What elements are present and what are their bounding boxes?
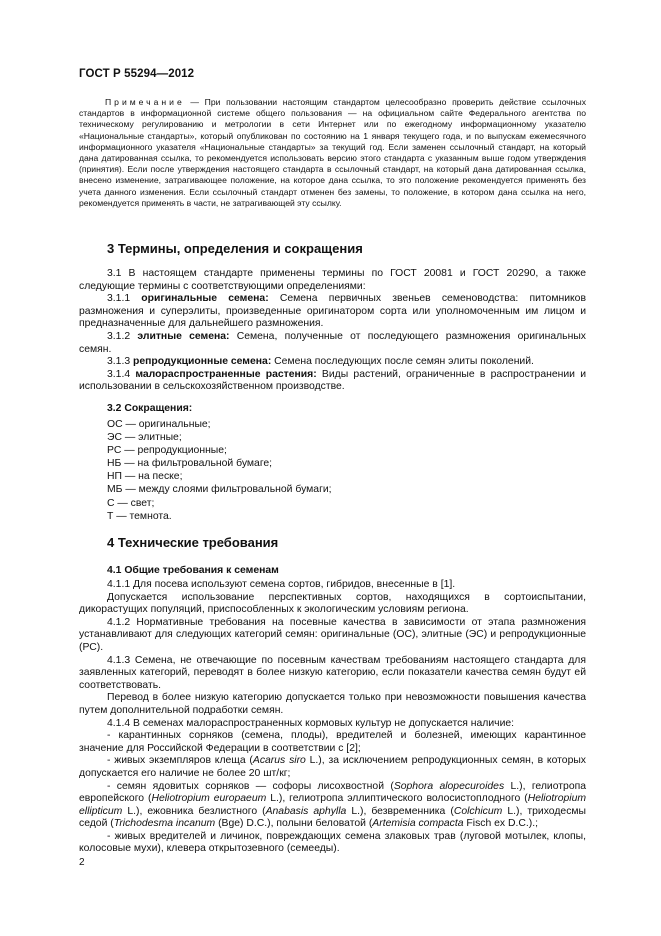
paragraph-4-1-2: 4.1.2 Нормативные требования на посевные качества в зависимости от этапа размножения устанавливают для следующих категорий семян: оригинальные (ОС), элитные (ЭС) и репродукционные (РС).: [79, 616, 586, 653]
abbreviation-item: ОС — оригинальные;: [107, 419, 211, 430]
list-item-quarantine: - карантинных сорняков (семена, плоды), вредителей и болезней, имеющих карантинное значение для Российской Федерации в соответствии с [2];: [79, 730, 586, 754]
note-text: При пользовании настоящим стандартом целесообразно проверить действие ссылочных стандартов в информационной системе общего пользования — на официальном сайте Федерального агентства по техническому регулированию и метрологии в сети Интернет или по ежегодному информационному указателю «Национальные стандарты», который опубликован по состоянию на 1 января текущего года, и по выпускам ежемесячного информационного указателя «Национальные стандарты» за текущий год. Если заменен ссылочный стандарт, на который дана датированная ссылка, то рекомендуется использовать версию этого стандарта с указанным выше годом утверждения (принятия). Если после утверждения настоящего стандарта в ссылочный стандарт, на который дана датированная ссылка, внесено изменение, затрагивающее положение, на которое дана ссылка, то это положение рекомендуется применять без учета данного изменения. Если ссылочный стандарт отменен без замены, то положение, в котором дана ссылка на него, рекомендуется применять в части, не затрагивающей эту ссылку.: [79, 97, 586, 208]
section-4-heading: 4 Технические требования: [107, 535, 279, 550]
paragraph-3-1: 3.1 В настоящем стандарте применены термины по ГОСТ 20081 и ГОСТ 20290, а также следующие термины с соответствующими определениями:: [79, 268, 586, 292]
paragraph-4-1-4: 4.1.4 В семенах малораспространенных кормовых культур не допускается наличие:: [107, 717, 515, 729]
abbreviation-item: Т — темнота.: [107, 510, 172, 522]
term-3-1-2: 3.1.2 элитные семена: Семена, полученные от последующего размножения оригинальных семян.: [79, 330, 586, 355]
abbreviation-item: НП — на песке;: [107, 471, 183, 483]
note-label: Примечание: [105, 97, 185, 107]
abbreviation-item: НБ — на фильтровальной бумаге;: [107, 458, 273, 470]
term-3-1-3: 3.1.3 репродукционные семена: Семена последующих после семян элиты поколений.: [107, 356, 534, 368]
term-3-1-1: 3.1.1 оригинальные семена: Семена первичных звеньев семеноводства: питомников размножения и суперэлиты, произведенные оригинатором сорта или уполномоченным им лицом и предназначенные для дальнейшего размножения.: [79, 293, 586, 330]
section-4-body: [79, 579, 586, 856]
abbreviations-heading: 3.2 Сокращения:: [107, 403, 193, 414]
paragraph-4-1-1: 4.1.1 Для посева используют семена сортов, гибридов, внесенные в [1].: [107, 579, 456, 590]
note-paragraph: Примечание — При пользовании настоящим стандартом целесообразно проверить действие ссылочных стандартов в информационной системе общего пользования — на официальном сайте Федерального агентства по техническому регулированию и метрологии в сети Интернет или по ежегодному информационному указателю «Национальные стандарты», который опубликован по состоянию на 1 января текущего года, и по выпускам ежемесячного информационного указателя «Национальные стандарты» за текущий год. Если заменен ссылочный стандарт, на который дана датированная ссылка, то рекомендуется использовать версию этого стандарта с указанным выше годом утверждения (принятия). Если после утверждения настоящего стандарта в ссылочный стандарт, на который дана датированная ссылка, внесено изменение, затрагивающее положение, на которое дана ссылка, то это положение рекомендуется применять без учета данного изменения. Если ссылочный стандарт отменен без замены, то положение, в котором дана ссылка на него, рекомендуется применять в части, не затрагивающей эту ссылку.: [79, 97, 586, 208]
list-item-pests: - живых вредителей и личинок, повреждающих семена злаковых трав (луговой мотылек, клопы, колосовые мухи), клевера открытозевного (семееды).: [79, 830, 586, 855]
list-item-poisonous-weeds: - семян ядовитых сорняков — софоры лисохвостной (Sophora alopecuroides L.), гелиотропа европейского (Heliotropium europaeum L.), гелиотропа эллиптического волосистоплодного (Heliotropium ellipticum L.), ежовника безлистного (Anabasis aphylla L.), безвременника (Colchicum L.), триходесмы седой (Trichodesma incanum (Bge) D.C.), полыни беловатой (Artemisia compacta Fisch ex D.C.).;: [79, 780, 587, 830]
section-3-body: [79, 268, 586, 394]
paragraph-allowed: Допускается использование перспективных сортов, находящихся в сортоиспытании, дикорастущих популяций, приспособленных к экологическим условиям региона.: [79, 591, 586, 616]
abbreviations-list: [107, 418, 332, 523]
document-id: ГОСТ Р 55294—2012: [79, 68, 195, 80]
abbreviation-item: ЭС — элитные;: [107, 432, 182, 444]
term-3-1-4: 3.1.4 малораспространенные растения: Виды растений, ограниченные в распространении и использовании в сельскохозяйственном производстве.: [79, 368, 586, 393]
subsection-4-1-heading: 4.1 Общие требования к семенам: [107, 565, 279, 576]
abbreviation-item: С — свет;: [107, 497, 155, 509]
abbreviation-item: РС — репродукционные;: [107, 445, 227, 457]
abbreviation-item: МБ — между слоями фильтровальной бумаги;: [107, 484, 332, 496]
section-3-heading: 3 Термины, определения и сокращения: [107, 241, 363, 256]
page-number: 2: [79, 857, 85, 868]
list-item-mites: - живых экземпляров клеща (Acarus siro L.), за исключением репродукционных семян, в которых допускается его наличие не более 20 шт/кг;: [79, 755, 587, 779]
paragraph-transfer: Перевод в более низкую категорию допускается только при невозможности повышения качества путем дополнительной подработки семян.: [79, 692, 586, 716]
paragraph-4-1-3: 4.1.3 Семена, не отвечающие по посевным качествам требованиям настоящего стандарта для заявленных категорий, переводят в более низкую категорию, если показатели качества семян будут ей соответствовать.: [79, 654, 586, 691]
